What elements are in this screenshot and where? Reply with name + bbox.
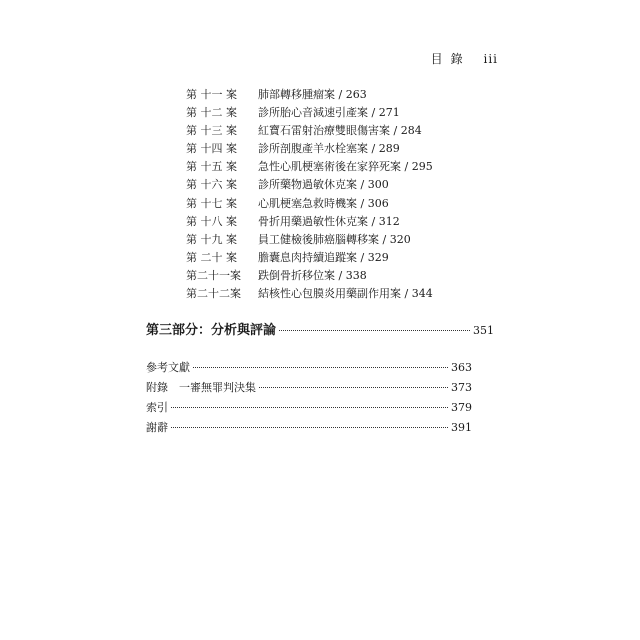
entry-page: 373 xyxy=(451,381,472,394)
case-number: 第 十五 案 xyxy=(186,160,237,174)
section-title: 第三部分：分析與評論 xyxy=(146,323,277,338)
entry-label: 參考文獻 xyxy=(146,361,190,374)
toc-entry-case-18[interactable] xyxy=(186,213,506,231)
running-header xyxy=(431,50,498,67)
toc-entry-case-21[interactable] xyxy=(186,267,506,285)
case-number: 第 十三 案 xyxy=(186,124,237,138)
case-number: 第 十一 案 xyxy=(186,88,237,101)
case-title: 診所胎心音減速引產案 / 271 xyxy=(258,106,400,120)
toc-entry-acknowledgements[interactable] xyxy=(146,418,472,438)
header-title: 目錄 xyxy=(430,52,471,66)
case-list xyxy=(186,86,506,303)
toc-entry-case-15[interactable] xyxy=(186,158,506,176)
case-title: 結核性心包膜炎用藥副作用案 / 344 xyxy=(258,287,433,301)
case-number: 第 十六 案 xyxy=(186,178,237,192)
case-number: 第 十九 案 xyxy=(186,232,237,246)
toc-entry-case-12[interactable] xyxy=(186,104,506,122)
entry-page: 391 xyxy=(451,421,472,434)
toc-entry-case-13[interactable] xyxy=(186,122,506,140)
case-title: 膽囊息肉持續追蹤案 / 329 xyxy=(258,250,389,264)
case-title: 診所藥物過敏休克案 / 300 xyxy=(258,178,389,192)
entry-page: 363 xyxy=(451,361,472,374)
case-number: 第 二十 案 xyxy=(186,250,237,264)
toc-entry-case-11[interactable] xyxy=(186,86,506,104)
section-page: 351 xyxy=(473,324,494,337)
toc-entry-case-16[interactable] xyxy=(186,176,506,194)
toc-entry-references[interactable] xyxy=(146,358,472,378)
page-number: iii xyxy=(483,52,498,66)
toc-entry-case-17[interactable] xyxy=(186,195,506,213)
toc-entry-appendix[interactable] xyxy=(146,378,472,398)
case-title: 紅寶石雷射治療雙眼傷害案 / 284 xyxy=(258,124,422,138)
toc-entry-case-22[interactable] xyxy=(186,285,506,303)
case-number: 第二十二案 xyxy=(186,287,241,301)
entry-label: 索引 xyxy=(146,401,168,414)
toc-entry-index[interactable] xyxy=(146,398,472,418)
case-title: 急性心肌梗塞術後在家猝死案 / 295 xyxy=(258,160,433,174)
entry-page: 379 xyxy=(451,401,472,414)
case-title: 診所剖腹產羊水栓塞案 / 289 xyxy=(258,142,400,156)
toc-entry-case-19[interactable] xyxy=(186,231,506,249)
dot-leader xyxy=(193,367,448,368)
entry-label: 附錄 一審無罪判決集 xyxy=(146,381,256,394)
case-number: 第 十二 案 xyxy=(186,106,237,120)
entry-label: 謝辭 xyxy=(146,421,168,434)
case-number: 第 十四 案 xyxy=(186,142,237,156)
back-matter-list xyxy=(146,358,472,438)
case-number: 第 十八 案 xyxy=(186,214,237,228)
dot-leader xyxy=(259,387,448,388)
toc-entry-part-3[interactable] xyxy=(146,319,494,338)
case-title: 心肌梗塞急救時機案 / 306 xyxy=(258,196,389,210)
dot-leader xyxy=(171,427,448,428)
case-title: 員工健檢後肺癌腦轉移案 / 320 xyxy=(258,232,411,246)
dot-leader xyxy=(171,407,448,408)
toc-entry-case-14[interactable] xyxy=(186,140,506,158)
case-title: 跌倒骨折移位案 / 338 xyxy=(258,268,367,282)
dot-leader xyxy=(279,330,470,331)
case-title: 肺部轉移腫瘤案 / 263 xyxy=(258,88,367,101)
case-number: 第二十一案 xyxy=(186,268,241,282)
toc-entry-case-20[interactable] xyxy=(186,249,506,267)
case-title: 骨折用藥過敏性休克案 / 312 xyxy=(258,214,400,228)
case-number: 第 十七 案 xyxy=(186,196,237,210)
